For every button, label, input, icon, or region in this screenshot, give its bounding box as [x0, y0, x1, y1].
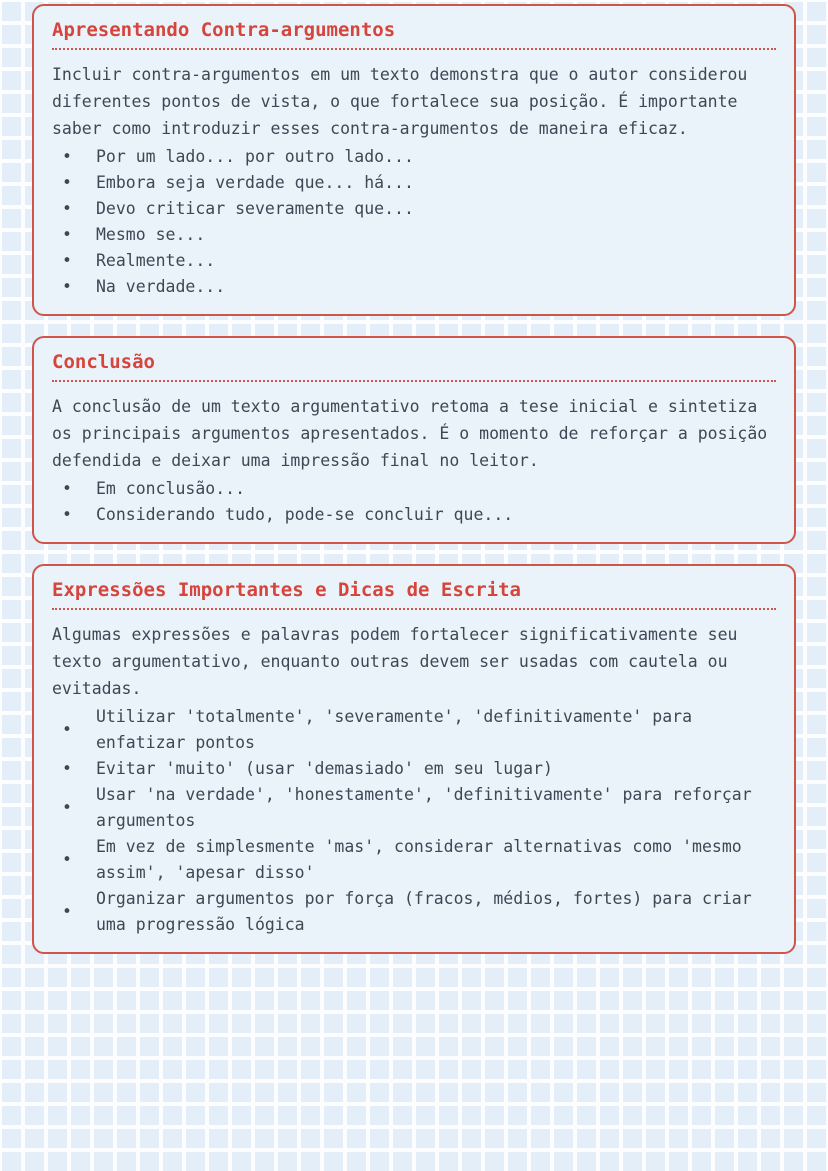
bullet-icon: •: [62, 277, 72, 296]
bullet-text: Em conclusão...: [96, 479, 246, 498]
list-item: [60, 834, 776, 886]
bullet-icon: •: [62, 251, 72, 270]
bullet-text: Evitar 'muito' (usar 'demasiado' em seu lugar): [96, 759, 553, 778]
bullet-icon: •: [62, 505, 72, 524]
bullet-icon: •: [62, 798, 72, 817]
section-paragraph: Algumas expressões e palavras podem fortalecer significativamente seu texto argumentativo, enquanto outras devem ser usadas com cautela ou evitadas.: [52, 625, 738, 698]
section-card-counterarguments: [32, 4, 796, 316]
bullet-list: [52, 476, 776, 528]
list-item: [60, 222, 776, 248]
bullet-icon: •: [62, 225, 72, 244]
bullet-list: [52, 704, 776, 938]
list-item: [60, 782, 776, 834]
section-paragraph: Incluir contra-argumentos em um texto demonstra que o autor considerou diferentes pontos de vista, o que fortalece sua posição. É importante saber como introduzir esses contra-argumentos de maneira eficaz.: [52, 65, 748, 138]
bullet-text: Organizar argumentos por força (fracos, médios, fortes) para criar uma progressão lógica: [96, 889, 752, 934]
list-item: [60, 756, 776, 782]
list-item: [60, 274, 776, 300]
bullet-text: Utilizar 'totalmente', 'severamente', 'definitivamente' para enfatizar pontos: [96, 707, 693, 752]
bullet-text: Considerando tudo, pode-se concluir que...: [96, 505, 514, 524]
section-title: Expressões Importantes e Dicas de Escrita: [52, 578, 776, 610]
bullet-icon: •: [62, 720, 72, 739]
list-item: [60, 144, 776, 170]
list-item: [60, 886, 776, 938]
bullet-text: Na verdade...: [96, 277, 226, 296]
section-paragraph: A conclusão de um texto argumentativo retoma a tese inicial e sintetiza os principais argumentos apresentados. É o momento de reforçar a posição defendida e deixar uma impressão final no leitor.: [52, 397, 768, 470]
section-card-expressions-tips: [32, 564, 796, 954]
bullet-text: Embora seja verdade que... há...: [96, 173, 414, 192]
section-title: Apresentando Contra-argumentos: [52, 18, 776, 50]
bullet-icon: •: [62, 173, 72, 192]
bullet-text: Por um lado... por outro lado...: [96, 147, 414, 166]
bullet-icon: •: [62, 199, 72, 218]
bullet-text: Usar 'na verdade', 'honestamente', 'definitivamente' para reforçar argumentos: [96, 785, 752, 830]
bullet-icon: •: [62, 902, 72, 921]
list-item: [60, 476, 776, 502]
list-item: [60, 502, 776, 528]
bullet-text: Mesmo se...: [96, 225, 206, 244]
section-card-conclusion: [32, 336, 796, 544]
bullet-list: [52, 144, 776, 300]
bullet-icon: •: [62, 147, 72, 166]
list-item: [60, 170, 776, 196]
bullet-text: Em vez de simplesmente 'mas', considerar alternativas como 'mesmo assim', 'apesar disso': [96, 837, 742, 882]
bullet-icon: •: [62, 850, 72, 869]
bullet-text: Devo criticar severamente que...: [96, 199, 414, 218]
bullet-text: Realmente...: [96, 251, 216, 270]
list-item: [60, 704, 776, 756]
section-title: Conclusão: [52, 350, 776, 382]
bullet-icon: •: [62, 479, 72, 498]
list-item: [60, 248, 776, 274]
bullet-icon: •: [62, 759, 72, 778]
list-item: [60, 196, 776, 222]
